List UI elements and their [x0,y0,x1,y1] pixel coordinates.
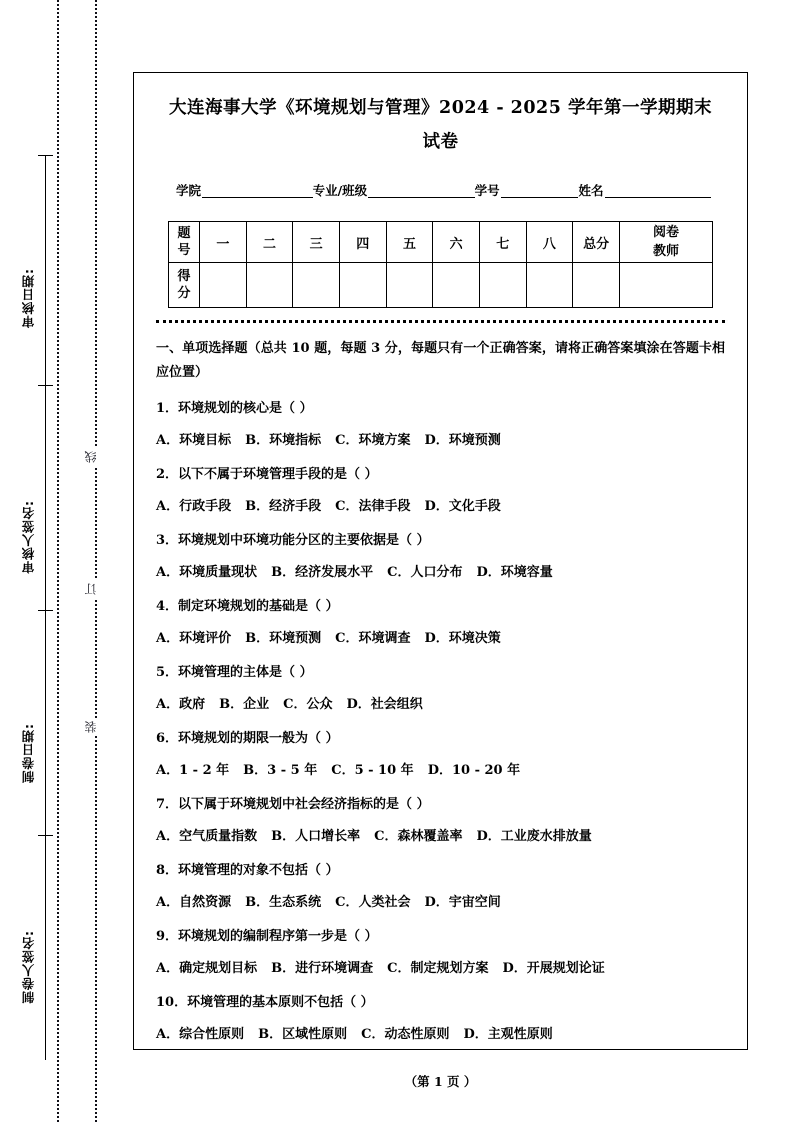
row-label-question-no [169,222,200,263]
question-option[interactable]: B．3 - 5 年 [243,763,318,778]
score-cell-4[interactable] [339,263,386,308]
question-option[interactable]: D．宇宙空间 [424,895,501,910]
college-input[interactable] [202,184,313,198]
question-option[interactable]: A．确定规划目标 [156,961,258,976]
question-option[interactable]: B．经济手段 [245,499,322,514]
score-cell-3[interactable] [293,263,340,308]
score-cell-total[interactable] [573,263,620,308]
question-option[interactable]: C．环境方案 [335,433,411,448]
question-stem: 2．以下不属于环境管理手段的是（ ） [156,467,378,482]
page-title-line1: 大连海事大学《环境规划与管理》2024 - 2025 学年第一学期期末 [169,98,712,118]
question-options [156,1025,725,1045]
name-label: 姓名 [578,183,604,198]
question-options [156,629,725,649]
question-options [156,827,725,847]
question-options [156,893,725,913]
row-label-score-char1: 得 [177,269,191,284]
question-options [156,959,725,979]
col-header-3: 三 [293,222,340,263]
question-stem: 10．环境管理的基本原则不包括（ ） [156,995,374,1010]
exam-sheet-border [133,72,748,1050]
margin-segment-divider [38,835,53,836]
table-row-scores [169,263,713,308]
question-stem: 5．环境管理的主体是（ ） [156,665,313,680]
col-header-7: 七 [479,222,526,263]
score-cell-5[interactable] [386,263,433,308]
row-label-score-char2: 分 [177,286,191,301]
fold-dotted-line-inner [57,0,59,1122]
score-cell-6[interactable] [433,263,480,308]
col-header-8: 八 [526,222,573,263]
question-option[interactable]: C．环境调查 [335,631,411,646]
question-list [156,399,725,1045]
table-row-question-numbers [169,222,713,263]
question-option[interactable]: D．10 - 20 年 [427,763,521,778]
question-option[interactable]: D．文化手段 [424,499,501,514]
page-footer: （第 1 页 ） [404,1074,477,1089]
question-stem: 8．环境管理的对象不包括（ ） [156,863,339,878]
col-header-6: 六 [433,222,480,263]
fold-dotted-line-outer [95,0,97,1122]
review-date-label: 审核日期: [21,268,36,328]
row-label-score [169,263,200,308]
fold-mark-line: 线 [85,448,97,466]
question-option[interactable]: A．环境评价 [156,631,232,646]
marker-line2: 教师 [652,244,679,259]
question-stem: 3．环境规划中环境功能分区的主要依据是（ ） [156,533,430,548]
col-header-marker-teacher [620,222,713,263]
page-title [158,91,723,159]
question-option[interactable]: C．动态性原则 [361,1027,450,1042]
name-input[interactable] [605,184,711,198]
score-cell-8[interactable] [526,263,573,308]
fold-mark-bind: 订 [85,580,97,598]
question-option[interactable]: C．制定规划方案 [387,961,489,976]
exam-sheet-inner [134,73,747,1049]
fold-mark-pack: 装 [85,718,97,736]
margin-segment-divider [38,155,53,156]
question-option[interactable]: A．自然资源 [156,895,232,910]
question-option[interactable]: C．森林覆盖率 [374,829,463,844]
question-option[interactable]: D．社会组织 [346,697,423,712]
question-options [156,695,725,715]
col-header-1: 一 [200,222,247,263]
question-option[interactable]: D．环境预测 [424,433,501,448]
question-body [156,337,725,1045]
question-option[interactable]: D．主观性原则 [463,1027,553,1042]
page-title-line2: 试卷 [422,132,459,152]
score-cell-1[interactable] [200,263,247,308]
question-option[interactable]: B．人口增长率 [271,829,361,844]
student-info-line [152,181,729,199]
question-stem: 7．以下属于环境规划中社会经济指标的是（ ） [156,797,430,812]
maker-signature-label: 制卷人签名: [21,930,36,1004]
question-stem: 1．环境规划的核心是（ ） [156,401,313,416]
col-header-total: 总分 [573,222,620,263]
question-option[interactable]: C．人类社会 [335,895,411,910]
question-option[interactable]: D．环境容量 [476,565,553,580]
question-option[interactable]: C．公众 [283,697,333,712]
question-option[interactable]: A．1 - 2 年 [156,763,230,778]
question-option[interactable]: A．空气质量指数 [156,829,258,844]
question-option[interactable]: D．环境决策 [424,631,501,646]
question-option[interactable]: B．区域性原则 [258,1027,348,1042]
margin-segment-divider [38,385,53,386]
binding-margin [0,0,133,1122]
question-stem: 6．环境规划的期限一般为（ ） [156,731,339,746]
question-option[interactable]: A．行政手段 [156,499,232,514]
question-option[interactable]: C．人口分布 [387,565,463,580]
question-option[interactable]: A．综合性原则 [156,1027,245,1042]
section-dotted-divider [156,320,725,323]
question-option[interactable]: A．环境质量现状 [156,565,258,580]
student-no-input[interactable] [501,184,579,198]
row-label-question-no-char2: 号 [177,243,191,258]
question-option[interactable]: B．生态系统 [245,895,322,910]
section-heading: 一、单项选择题（总共 10 题，每题 3 分，每题只有一个正确答案，请将正确答案填涂在答题卡相应位置） [156,341,725,380]
col-header-2: 二 [246,222,293,263]
col-header-5: 五 [386,222,433,263]
reviewer-signature-label: 审核人签名: [21,500,36,574]
marker-line1: 阅卷 [652,225,679,240]
question-option[interactable]: B．进行环境调查 [271,961,374,976]
question-options [156,563,725,583]
question-options [156,497,725,517]
score-cell-7[interactable] [479,263,526,308]
question-option[interactable]: A．政府 [156,697,206,712]
question-option[interactable]: C．法律手段 [335,499,411,514]
question-option[interactable]: A．环境目标 [156,433,232,448]
question-option[interactable]: D．开展规划论证 [502,961,605,976]
question-option[interactable]: C．5 - 10 年 [331,763,414,778]
college-label: 学院 [176,183,202,198]
question-options [156,761,725,781]
student-no-label: 学号 [474,183,500,198]
question-option[interactable]: B．环境指标 [245,433,322,448]
score-table [168,221,713,308]
question-option[interactable]: B．企业 [219,697,270,712]
question-stem: 4．制定环境规划的基础是（ ） [156,599,339,614]
col-header-4: 四 [339,222,386,263]
margin-vertical-rule [45,155,46,1060]
question-stem: 9．环境规划的编制程序第一步是（ ） [156,929,378,944]
margin-segment-divider [38,610,53,611]
question-option[interactable]: B．环境预测 [245,631,322,646]
score-cell-2[interactable] [246,263,293,308]
question-option[interactable]: D．工业废水排放量 [476,829,592,844]
score-cell-marker-teacher[interactable] [620,263,713,308]
major-class-input[interactable] [368,184,474,198]
make-date-label: 制卷日期: [21,723,36,783]
question-option[interactable]: B．经济发展水平 [271,565,374,580]
row-label-question-no-char1: 题 [177,226,191,241]
major-class-label: 专业/班级 [312,183,368,198]
question-options [156,431,725,451]
